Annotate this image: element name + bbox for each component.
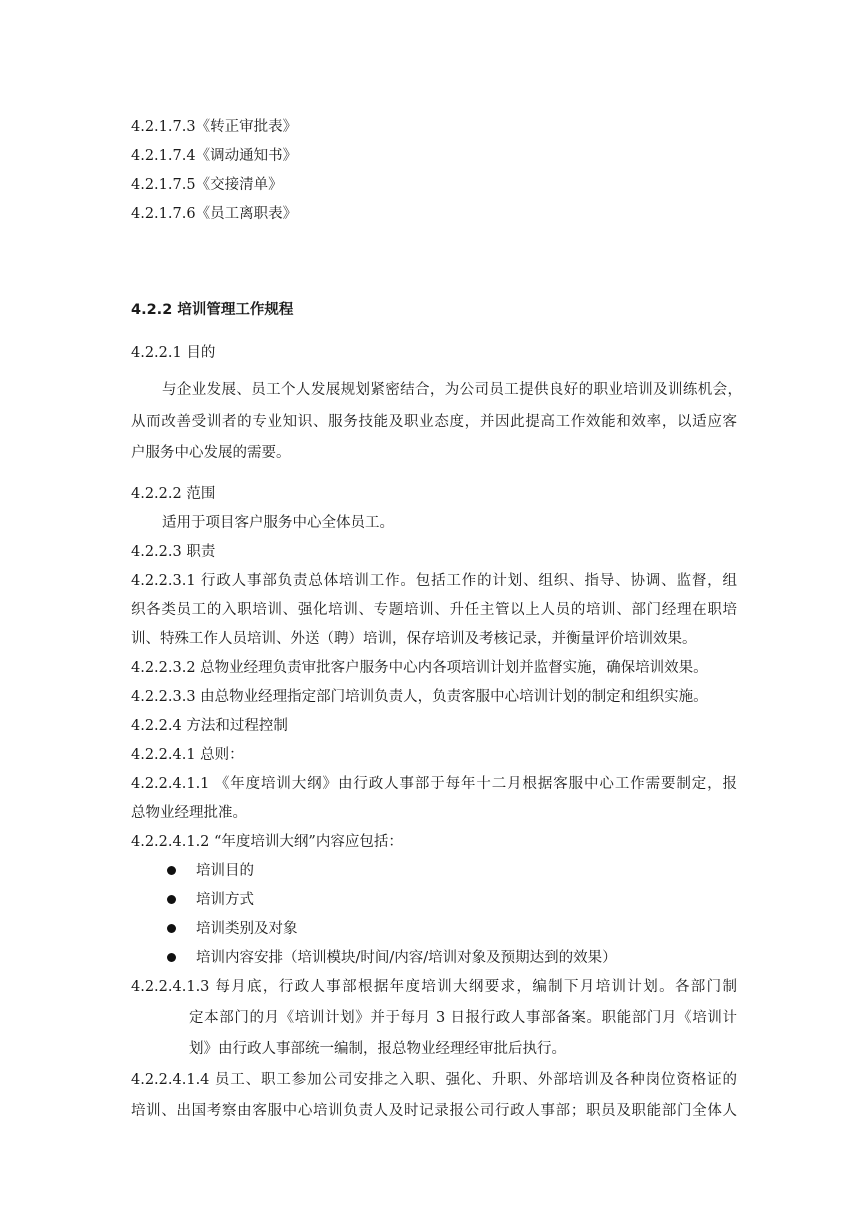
form-item-transfer-notice: 4.2.1.7.4《调动通知书》	[131, 148, 298, 164]
bullet-icon	[167, 895, 176, 904]
section-heading: 4.2.2 培训管理工作规程	[131, 302, 294, 318]
rule-2: 4.2.2.4.1.2 “年度培训大纲”内容应包括：	[131, 834, 403, 850]
responsibility-1-line-3: 训、特殊工作人员培训、外送（聘）培训，保存培训及考核记录，并衡量评价培训效果。	[131, 631, 697, 647]
rule-3-line-2: 定本部门的月《培训计划》并于每月 3 日报行政人事部备案。职能部门月《培训计	[189, 1010, 737, 1026]
form-item-handover-list: 4.2.1.7.5《交接清单》	[131, 177, 283, 193]
bullet-item-content: 培训内容安排（培训模块/时间/内容/培训对象及预期达到的效果）	[196, 950, 617, 966]
rule-4-line-1: 4.2.2.4.1.4 员工、职工参加公司安排之入职、强化、升职、外部培训及各种岗位资格证的	[131, 1072, 737, 1088]
responsibility-2: 4.2.2.3.2 总物业经理负责审批客户服务中心内各项培训计划并监督实施，确保培训效果。	[131, 660, 708, 676]
subsection-scope: 4.2.2.2 范围	[131, 486, 216, 502]
bullet-icon	[167, 953, 176, 962]
rule-4-line-2: 培训、出国考察由客服中心培训负责人及时记录报公司行政人事部；职员及职能部门全体人	[131, 1103, 737, 1119]
rule-1-line-1: 4.2.2.4.1.1 《年度培训大纲》由行政人事部于每年十二月根据客服中心工作需要制定，报	[131, 776, 737, 792]
bullet-item-category: 培训类别及对象	[196, 921, 298, 937]
scope-paragraph: 适用于项目客户服务中心全体员工。	[162, 515, 394, 531]
form-item-probation-approval: 4.2.1.7.3《转正审批表》	[131, 119, 298, 135]
responsibility-3: 4.2.2.3.3 由总物业经理指定部门培训负责人，负责客服中心培训计划的制定和组织实施。	[131, 689, 708, 705]
subsection-purpose: 4.2.2.1 目的	[131, 345, 216, 361]
subsection-responsibilities: 4.2.2.3 职责	[131, 544, 216, 560]
responsibility-1-line-2: 织各类员工的入职培训、强化培训、专题培训、升任主管以上人员的培训、部门经理在职培	[131, 602, 737, 618]
rule-3-line-1: 4.2.2.4.1.3 每月底，行政人事部根据年度培训大纲要求，编制下月培训计划。各部门制	[131, 979, 737, 995]
general-rules: 4.2.2.4.1 总则：	[131, 747, 244, 763]
purpose-paragraph-line-2: 从而改善受训者的专业知识、服务技能及职业态度，并因此提高工作效能和效率，以适应客	[131, 414, 737, 430]
bullet-item-method: 培训方式	[196, 892, 254, 908]
bullet-icon	[167, 924, 176, 933]
purpose-paragraph-line-1: 与企业发展、员工个人发展规划紧密结合，为公司员工提供良好的职业培训及训练机会，	[162, 382, 742, 398]
form-item-resignation-form: 4.2.1.7.6《员工离职表》	[131, 206, 298, 222]
subsection-methods: 4.2.2.4 方法和过程控制	[131, 718, 288, 734]
rule-1-line-2: 总物业经理批准。	[131, 805, 247, 821]
responsibility-1-line-1: 4.2.2.3.1 行政人事部负责总体培训工作。包括工作的计划、组织、指导、协调、监督，组	[131, 573, 737, 589]
bullet-icon	[167, 866, 176, 875]
bullet-item-purpose: 培训目的	[196, 863, 254, 879]
purpose-paragraph-line-3: 户服务中心发展的需要。	[131, 445, 291, 461]
rule-3-line-3: 划》由行政人事部统一编制，报总物业经理经审批后执行。	[189, 1041, 566, 1057]
